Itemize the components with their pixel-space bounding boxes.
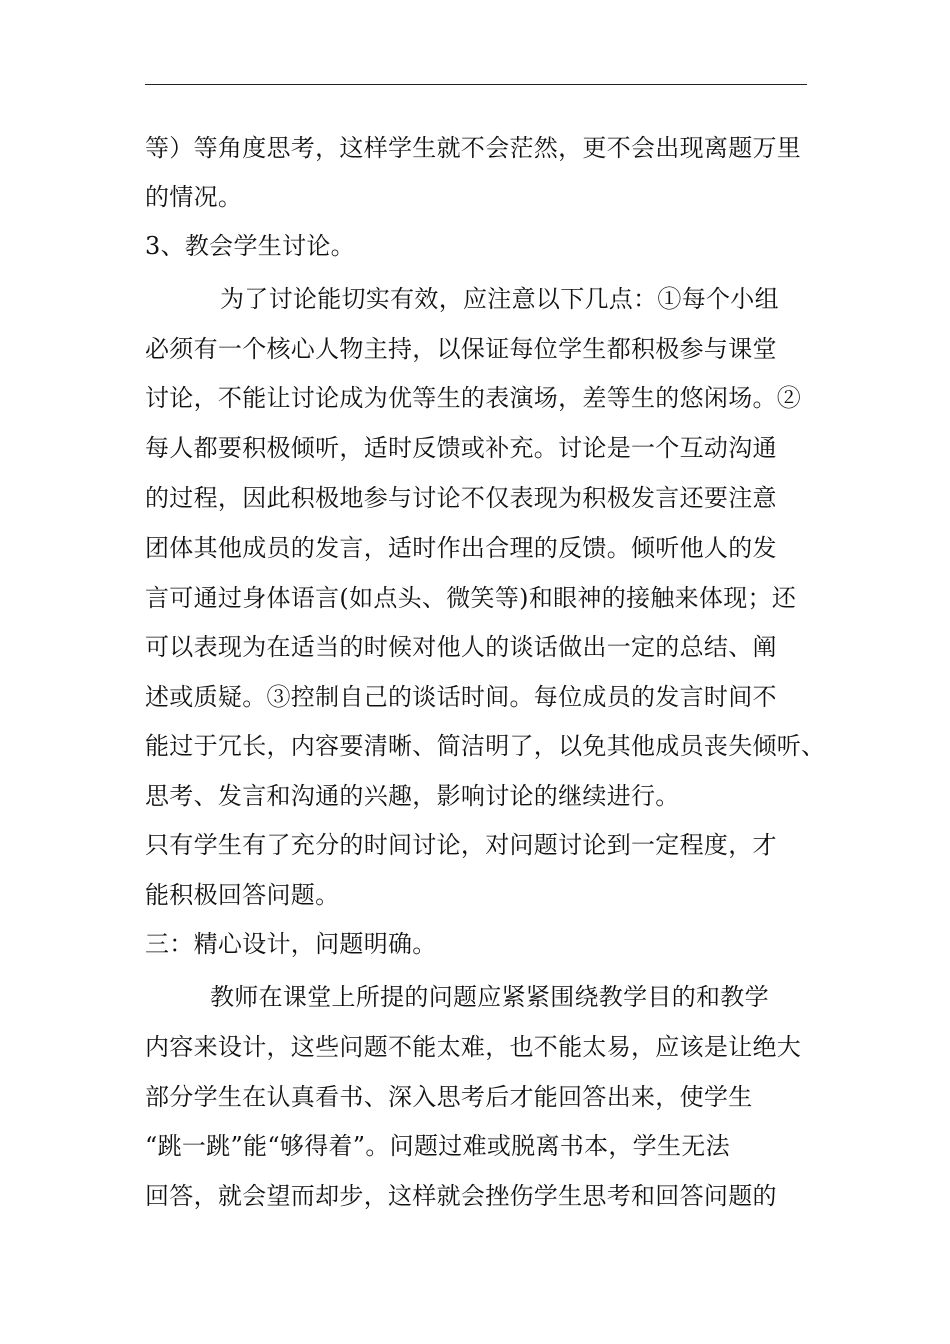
body-line: 等）等角度思考，这样学生就不会茫然，更不会出现离题万里 [145,134,802,162]
section-heading: 3、教会学生讨论。 [145,232,355,260]
paragraph-first-line: 教师在课堂上所提的问题应紧紧围绕教学目的和教学 [210,983,769,1011]
body-line: 讨论，不能让讨论成为优等生的表演场，差等生的悠闲场。② [145,384,802,412]
body-line: 回答，就会望而却步，这样就会挫伤学生思考和回答问题的 [145,1182,777,1210]
body-line: 思考、发言和沟通的兴趣，影响讨论的继续进行。 [145,782,680,810]
section-heading: 三：精心设计，问题明确。 [145,930,437,958]
body-line: 的过程，因此积极地参与讨论不仅表现为积极发言还要注意 [145,484,777,512]
body-line: 能过于冗长，内容要清晰、简洁明了，以免其他成员丧失倾听、 [145,732,826,760]
body-line: 能积极回答问题。 [145,881,340,909]
body-line: 述或质疑。③控制自己的谈话时间。每位成员的发言时间不 [145,683,777,711]
body-line: “跳一跳”能“够得着”。问题过难或脱离书本，学生无法 [145,1132,730,1160]
body-line: 部分学生在认真看书、深入思考后才能回答出来，使学生 [145,1083,753,1111]
body-line: 的情况。 [145,183,243,211]
body-line: 内容来设计，这些问题不能太难，也不能太易，应该是让绝大 [145,1033,802,1061]
body-line: 可以表现为在适当的时候对他人的谈话做出一定的总结、阐 [145,633,777,661]
body-line: 必须有一个核心人物主持，以保证每位学生都积极参与课堂 [145,335,777,363]
paragraph-first-line: 为了讨论能切实有效，应注意以下几点：①每个小组 [220,285,779,313]
body-line: 言可通过身体语言(如点头、微笑等)和眼神的接触来体现；还 [145,584,797,612]
body-line: 团体其他成员的发言，适时作出合理的反馈。倾听他人的发 [145,534,777,562]
body-line: 每人都要积极倾听，适时反馈或补充。讨论是一个互动沟通 [145,434,777,462]
body-line: 只有学生有了充分的时间讨论，对问题讨论到一定程度，才 [145,831,777,859]
header-rule [145,84,807,85]
